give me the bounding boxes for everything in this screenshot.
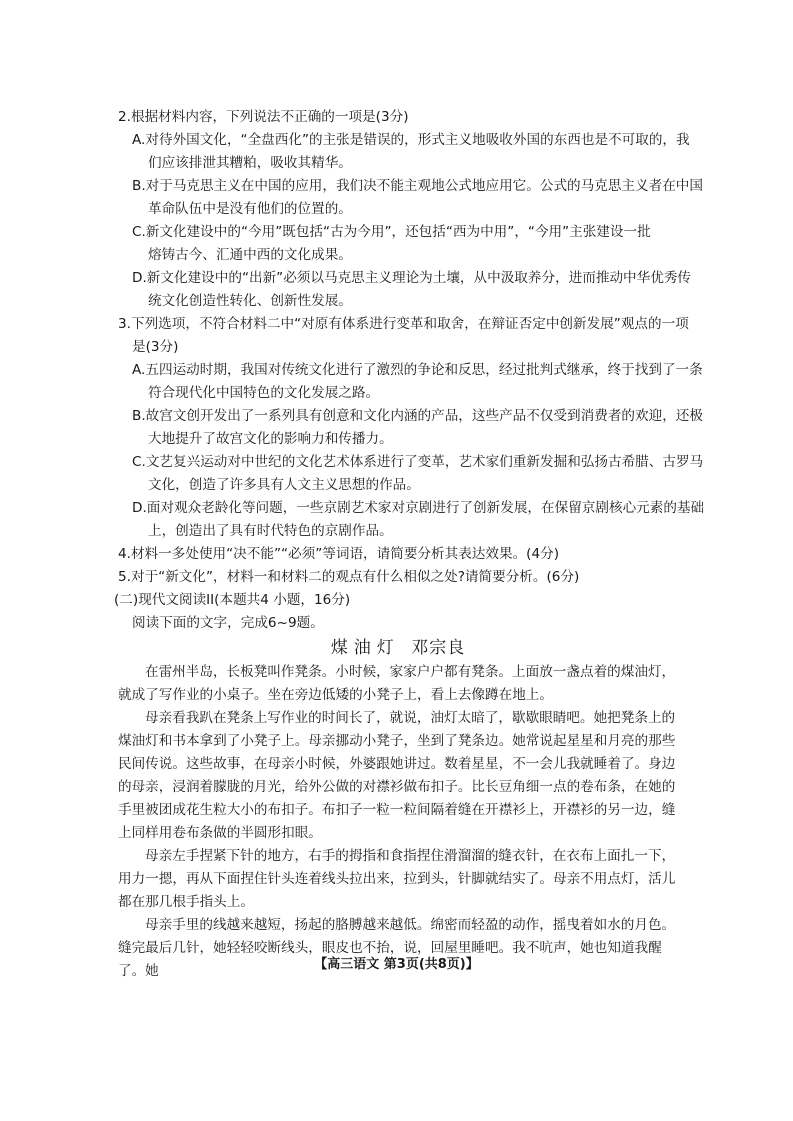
question-2-option-d: D.新文化建设中的“出新”必须以马克思主义理论为土壤，从中汲取养分，进而推动中华优秀传 xyxy=(132,270,692,286)
story-title xyxy=(118,635,678,661)
question-3-option-d-cont: 上，创造出了具有时代特色的京剧作品。 xyxy=(148,523,393,539)
question-3-stem: 3.下列选项，不符合材料二中“对原有体系进行变革和取舍，在辩证否定中创新发展”观点的一项 xyxy=(118,316,689,332)
story-paragraph: 母亲左手捏紧下针的地方，右手的拇指和食指捏住滑溜溜的缝衣针，在衣布上面扎一下，用力一摁，再从下面捏住针头连着线头拉出来，拉到头，针脚就结实了。母亲不用点灯，活儿都在那几根手指头上。 xyxy=(118,848,676,910)
page-content xyxy=(114,106,705,983)
question-4: 4.材料一多处使用“决不能”“必须”等词语，请简要分析其表达效果。(4分) xyxy=(118,546,560,562)
story-paragraph: 母亲看我趴在凳条上写作业的时间长了，就说，油灯太暗了，歇歇眼睛吧。她把凳条上的煤油灯和书本拿到了小凳子上。母亲挪动小凳子，坐到了凳条边。她常说起星星和月亮的那些民间传说。这些故事，在母亲小时候，外婆跟她讲过。数着星星，不一会儿我就睡着了。身边的母亲，浸润着朦胧的月光，给外公做的对襟衫做布扣子。比长豆角细一点的卷布条，在她的手里被团成花生粒大小的布扣子。布扣子一粒一粒间隔着缝在开襟衫上，开襟衫的另一边，缝上同样用卷布条做的半圆形扣眼。 xyxy=(118,710,676,841)
question-3-option-a: A.五四运动时期，我国对传统文化进行了激烈的争论和反思，经过批判式继承，终于找到了一条 xyxy=(132,362,703,378)
question-2-option-a-cont: 们应该排泄其糟粕，吸收其精华。 xyxy=(148,155,352,171)
question-3-option-b: B.故宫文创开发出了一系列具有创意和文化内涵的产品，这些产品不仅受到消费者的欢迎，还极 xyxy=(132,408,703,424)
question-2-option-b-cont: 革命队伍中是没有他们的位置的。 xyxy=(148,201,352,217)
story-paragraph: 母亲手里的线越来越短，扬起的胳膊越来越低。绵密而轻盈的动作，摇曳着如水的月色。缝完最后几针，她轻轻咬断线头，眼皮也不抬，说，回屋里睡吧。我不吭声，她也知道我醒了。她 xyxy=(118,917,676,979)
story-paragraph: 在雷州半岛，长板凳叫作凳条。小时候，家家户户都有凳条。上面放一盏点着的煤油灯，就成了写作业的小桌子。坐在旁边低矮的小凳子上，看上去像蹲在地上。 xyxy=(118,664,676,703)
question-2-option-c-cont: 熔铸古今、汇通中西的文化成果。 xyxy=(148,247,352,263)
question-2-option-b: B.对于马克思主义在中国的应用，我们决不能主观地公式地应用它。公式的马克思主义者在中国 xyxy=(132,178,703,194)
question-2-option-d-cont: 统文化创造性转化、创新性发展。 xyxy=(148,293,352,309)
section-heading: (二)现代文阅读II(本题共4 小题，16分) xyxy=(114,592,351,608)
page-footer: 【高三语文 第3页(共8页)】 xyxy=(314,957,479,972)
question-2-stem: 2.根据材料内容，下列说法不正确的一项是(3分) xyxy=(118,109,409,125)
question-3-option-c-cont: 文化，创造了许多具有人文主义思想的作品。 xyxy=(148,477,420,493)
question-3-option-d: D.面对观众老龄化等问题，一些京剧艺术家对京剧进行了创新发展，在保留京剧核心元素的基础 xyxy=(132,500,705,516)
question-3-option-b-cont: 大地提升了故宫文化的影响力和传播力。 xyxy=(148,431,393,447)
question-5: 5.对于“新文化”，材料一和材料二的观点有什么相似之处?请简要分析。(6分) xyxy=(118,569,580,585)
story-title-text: 煤油灯 xyxy=(330,638,400,658)
question-2-option-a: A.对待外国文化，“全盘西化”的主张是错误的，形式主义地吸收外国的东西也是不可取的，我 xyxy=(132,132,690,148)
reading-instruction: 阅读下面的文字，完成6~9题。 xyxy=(132,615,324,631)
story-author: 邓宗良 xyxy=(411,638,466,658)
question-3-option-c: C.文艺复兴运动对中世纪的文化艺术体系进行了变革，艺术家们重新发掘和弘扬古希腊、古罗马 xyxy=(132,454,704,470)
question-2-option-c: C.新文化建设中的“今用”既包括“古为今用”，还包括“西为中用”，“今用”主张建设一批 xyxy=(132,224,651,240)
question-3-stem-cont: 是(3分) xyxy=(132,339,179,355)
question-3-option-a-cont: 符合现代化中国特色的文化发展之路。 xyxy=(148,385,380,401)
